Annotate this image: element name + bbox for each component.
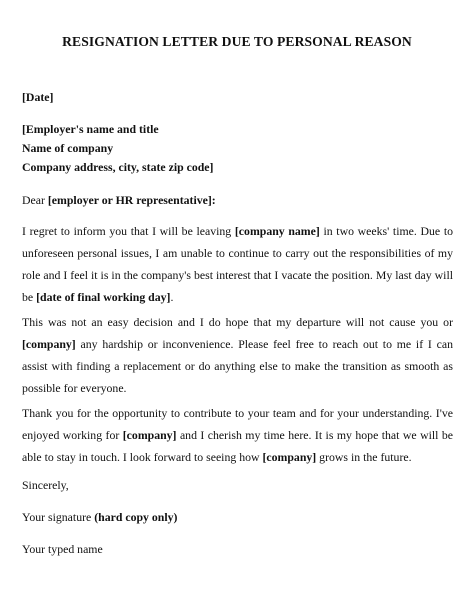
p3-company-2: [company] (262, 450, 317, 464)
salutation-recipient: [employer or HR representative]: (47, 193, 216, 207)
company-address: Company address, city, state zip code] (22, 160, 214, 174)
employer-name-title: [Employer's name and title (22, 122, 159, 136)
company-name: Name of company (22, 141, 114, 155)
p3-text-c: and I cherish my time here. It is my hope that we will be able to stay in touch. I look forward to seeing how (22, 428, 454, 464)
p1-text-c: in two weeks' time. Due to unforeseen personal issues, I am unable to continue to carry out the responsibilities of my role and I feel it is in the company's best interest that I vacate the position. My last day will be (22, 224, 453, 304)
p2-text-a: This was not an easy decision and I do hope that my departure will not cause you or (22, 315, 453, 329)
p3-text-a: Thank you for the opportunity to contribute to your team and for your understanding. I've enjoyed working for (22, 406, 453, 442)
p1-text-a: I regret to inform you that I will be leaving (22, 224, 235, 238)
paragraph-2 (22, 311, 453, 399)
salutation (22, 192, 216, 208)
salutation-prefix: Dear (22, 193, 48, 207)
p1-text-e: . (170, 290, 174, 304)
p2-company: [company] (22, 337, 76, 351)
closing: Sincerely, (22, 478, 69, 492)
paragraph-1 (22, 220, 453, 308)
date-placeholder: [Date] (22, 90, 54, 104)
signature-line (22, 509, 177, 525)
paragraph-3 (22, 402, 453, 468)
signature-prefix: Your signature (22, 510, 95, 524)
p1-final-day: [date of final working day] (36, 290, 171, 304)
p3-text-e: grows in the future. (316, 450, 412, 464)
p3-company-1: [company] (122, 428, 177, 442)
p1-company-name: [company name] (234, 224, 320, 238)
signature-note: (hard copy only) (94, 510, 178, 524)
typed-name: Your typed name (22, 542, 103, 556)
p2-text-c: any hardship or inconvenience. Please feel free to reach out to me if I can assist with finding a replacement or do anything else to make the transition as smooth as possible for everyone. (22, 337, 453, 395)
letter-title: RESIGNATION LETTER DUE TO PERSONAL REASON (62, 34, 412, 49)
